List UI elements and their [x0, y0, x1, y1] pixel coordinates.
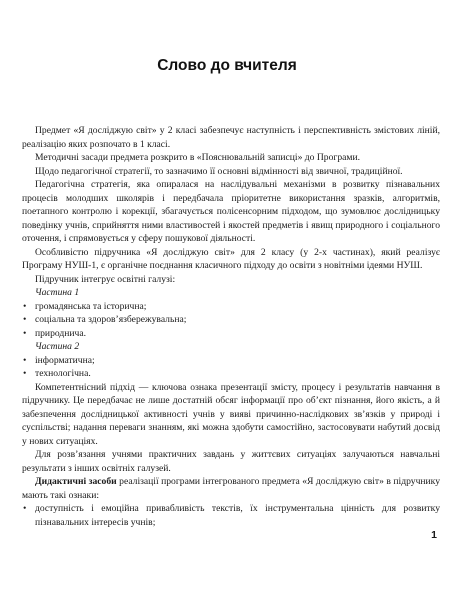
paragraph-didactic-means — [22, 475, 440, 502]
paragraph-strategy: Педагогічна стратегія, яка опиралася на наслідувальні механізми в розвитку пізнавальних процесів молодших школярів і передбачала пріоритетне використання зразків, алгоритмів, поетапного контролю і корекції, збагачується полісенсорним підходом, що зумовлює дослідницьку поведінку учнів, сприйняття ними властивостей і якостей предметів і явищ природного і соціального оточення, і спрямовується у сферу пошукової діяльності. — [22, 179, 440, 244]
paragraph-textbook-feature: Особливістю підручника «Я досліджую світ» для 2 класу (у 2-х частинах), який реалізує Програму НУШ-1, є органічне поєднання класичного підходу до освіти з новітніми ідеями НУШ. — [22, 246, 440, 271]
list-item: • громадянська та історична; — [22, 300, 440, 314]
part-1-list — [22, 300, 440, 341]
paragraph-integration: Підручник інтегрує освітні галузі: — [35, 273, 176, 285]
part-1-heading: Частина 1 — [35, 287, 80, 298]
page-title: Слово до вчителя — [157, 57, 297, 74]
list-item: • доступність і емоційна привабливість текстів, їх інструментальна цінність для розвитку пізнавальних інтересів учнів; — [22, 502, 440, 529]
part-2-list — [22, 354, 440, 381]
list-item: • інформатична; — [22, 354, 440, 368]
paragraph-practical-tasks: Для розв’язання учнями практичних завдань у життєвих ситуаціях залучаються навчальні результати з інших освітніх галузей. — [22, 449, 440, 474]
part-2-heading: Частина 2 — [35, 341, 80, 352]
features-list — [22, 502, 440, 529]
body-text — [22, 124, 440, 529]
paragraph-competence: Компетентнісний підхід — ключова ознака презентації змісту, процесу і результатів навчання в підручнику. Це передбачає не лише достатній обсяг інформації про об’єкт пізнання, його якість, а й забезпечення дослідницької активності учнів у виявi причинно-наслідкових зв’язків у природі і суспільстві; надання переваги знанням, які можна здобути самостійно, застосовувати набутий досвід у нових ситуаціях. — [22, 381, 440, 447]
paragraph-strategy-note: Щодо педагогічної стратегії, то зазначимо її основні відмінності від звичної, традиційної. — [35, 165, 403, 177]
didactic-means-term: Дидактичні засоби — [35, 476, 117, 487]
list-item: • природнича. — [22, 327, 440, 341]
paragraph-intro: Предмет «Я досліджую світ» у 2 класі забезпечує наступність і перспективність змістових ліній, реалізацію яких розпочато в 1 класі. — [22, 125, 440, 150]
paragraph-methods: Методичні засади предмета розкрито в «Пояснювальній записці» до Програми. — [35, 152, 360, 163]
didactic-means-text: реалізації програми інтегрованого предмета «Я досліджую світ» в підручнику мають такі ознаки: — [22, 476, 440, 501]
list-item: • технологічна. — [22, 367, 440, 381]
page-number: 1 — [431, 529, 437, 541]
list-item: • соціальна та здоров’язбережувальна; — [22, 313, 440, 327]
